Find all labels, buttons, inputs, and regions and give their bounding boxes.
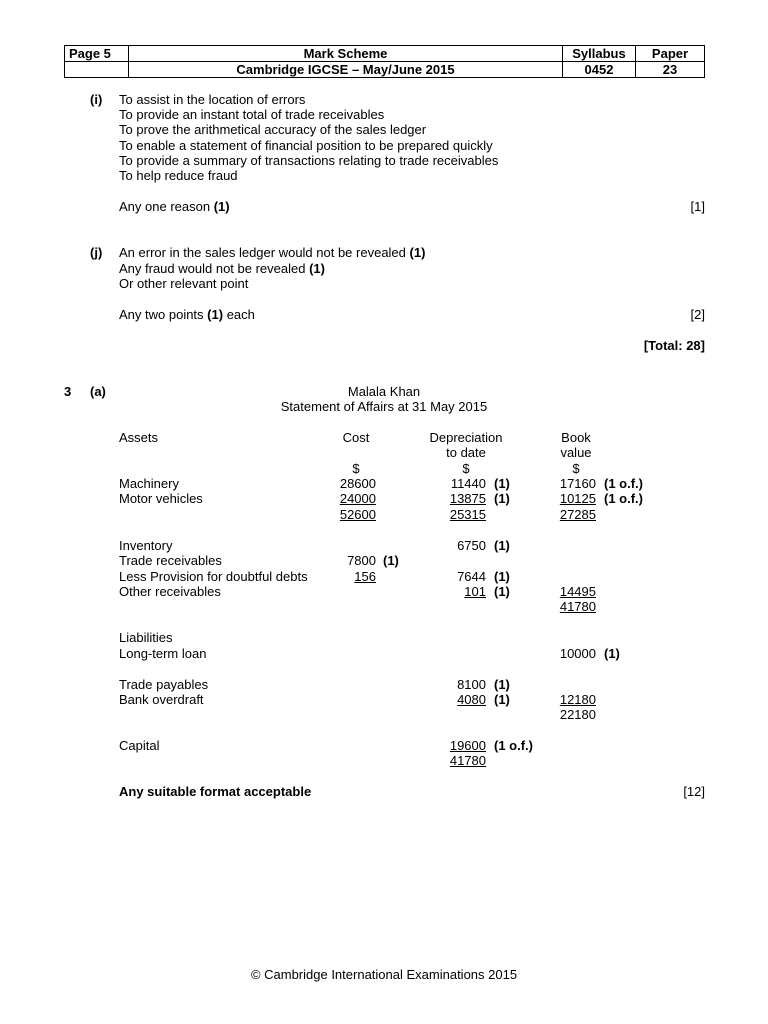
- answer-text: Any fraud would not be revealed: [119, 261, 306, 276]
- document-subtitle: Cambridge IGCSE – May/June 2015: [129, 62, 563, 78]
- depreciation-heading: Depreciation: [429, 430, 503, 445]
- part-a-label: (a): [90, 384, 106, 399]
- row-label-trade-payables: Trade payables: [119, 677, 209, 692]
- format-note: Any suitable format acceptable: [119, 784, 312, 799]
- row-label-motor-vehicles: Motor vehicles: [119, 491, 203, 506]
- liabilities-heading: Liabilities: [119, 630, 173, 645]
- mark-award: (1): [494, 569, 510, 584]
- mark-award: (1 o.f.): [494, 738, 533, 753]
- part-j-label: (j): [90, 245, 103, 260]
- marking-text: Any two points: [119, 307, 204, 322]
- marking-guidance: [119, 199, 230, 215]
- marking-text: Any one reason: [119, 199, 211, 214]
- total-book-value: 27285: [559, 507, 596, 522]
- inventory-value: 6750: [457, 538, 486, 553]
- machinery-cost: 28600: [339, 476, 376, 491]
- statement-title: Statement of Affairs at 31 May 2015: [280, 399, 488, 414]
- book-value-heading: Book: [561, 430, 591, 445]
- currency-symbol: $: [572, 461, 580, 476]
- mark-award: (1): [494, 584, 510, 599]
- list-item: [119, 245, 425, 261]
- list-item: To provide a summary of transactions relating to trade receivables: [119, 153, 499, 168]
- list-item: To help reduce fraud: [119, 168, 238, 183]
- loan-value: 10000: [559, 646, 596, 661]
- marks-allocation: [2]: [690, 307, 705, 322]
- syllabus-value: 0452: [563, 62, 636, 78]
- row-label-provision: Less Provision for doubtful debts: [119, 569, 308, 584]
- mark-award: (1): [494, 677, 510, 692]
- mark-award: (1 o.f.): [604, 476, 643, 491]
- list-item: To prove the arithmetical accuracy of the sales ledger: [119, 122, 427, 137]
- marks-allocation: [12]: [683, 784, 705, 799]
- row-label-machinery: Machinery: [119, 476, 179, 491]
- question-number: 3: [64, 384, 72, 399]
- marking-text: each: [226, 307, 255, 322]
- machinery-depreciation: 11440: [450, 476, 486, 491]
- footer-copyright: © Cambridge International Examinations 2015: [250, 967, 518, 982]
- motor-depreciation: 13875: [449, 491, 486, 506]
- other-receivables-value: 101: [464, 584, 486, 599]
- statement-owner: Malala Khan: [347, 384, 421, 399]
- mark-award: (1): [207, 307, 224, 322]
- page-number: Page 5: [65, 46, 129, 62]
- list-item: [119, 261, 325, 277]
- trade-receivables-value: 7800: [347, 553, 376, 568]
- depreciation-heading-sub: to date: [446, 445, 486, 460]
- row-label-other-receivables: Other receivables: [119, 584, 221, 599]
- row-label-long-term-loan: Long-term loan: [119, 646, 207, 661]
- marking-guidance: [119, 307, 255, 323]
- mark-award: (1): [494, 476, 510, 491]
- mark-award: (1): [494, 491, 510, 506]
- currency-symbol: $: [462, 461, 470, 476]
- mark-award: (1): [494, 692, 510, 707]
- mark-award: (1): [604, 646, 620, 661]
- list-item: To assist in the location of errors: [119, 92, 306, 107]
- book-value-heading-sub: value: [560, 445, 592, 460]
- cost-heading: Cost: [342, 430, 370, 445]
- part-i-label: (i): [90, 92, 103, 107]
- answer-text: An error in the sales ledger would not be revealed: [119, 245, 406, 260]
- list-item: To enable a statement of financial position to be prepared quickly: [119, 138, 493, 153]
- paper-label: Paper: [636, 46, 705, 62]
- marks-allocation: [1]: [690, 199, 705, 214]
- document-title: Mark Scheme: [129, 46, 563, 62]
- row-label-inventory: Inventory: [119, 538, 173, 553]
- current-liabilities-total: 12180: [559, 692, 596, 707]
- mark-award: (1): [494, 538, 510, 553]
- total-cost: 52600: [339, 507, 376, 522]
- bank-overdraft-value: 4080: [457, 692, 486, 707]
- currency-symbol: $: [352, 461, 360, 476]
- syllabus-label: Syllabus: [563, 46, 636, 62]
- total-depreciation: 25315: [449, 507, 486, 522]
- mark-award: (1 o.f.): [604, 491, 643, 506]
- motor-book-value: 10125: [559, 491, 596, 506]
- mark-award: (1): [213, 199, 230, 214]
- row-label-bank-overdraft: Bank overdraft: [119, 692, 204, 707]
- mark-award: (1): [309, 261, 325, 276]
- machinery-book-value: 17160: [559, 476, 596, 491]
- total-assets: 41780: [559, 599, 596, 614]
- header-table: [64, 45, 705, 78]
- paper-value: 23: [636, 62, 705, 78]
- list-item: Or other relevant point: [119, 276, 249, 291]
- current-assets-total: 14495: [559, 584, 596, 599]
- net-receivables-value: 7644: [457, 569, 486, 584]
- capital-value: 19600: [449, 738, 486, 753]
- mark-award: (1): [383, 553, 399, 568]
- mark-award: (1): [409, 245, 426, 260]
- provision-value: 156: [354, 569, 376, 584]
- assets-heading: Assets: [119, 430, 159, 445]
- list-item: To provide an instant total of trade receivables: [119, 107, 385, 122]
- motor-cost: 24000: [339, 491, 376, 506]
- total-marks: [Total: 28]: [643, 338, 705, 353]
- trade-payables-value: 8100: [457, 677, 486, 692]
- row-label-trade-receivables: Trade receivables: [119, 553, 222, 568]
- capital-total: 41780: [449, 753, 486, 768]
- total-liabilities: 22180: [559, 707, 596, 722]
- row-label-capital: Capital: [119, 738, 160, 753]
